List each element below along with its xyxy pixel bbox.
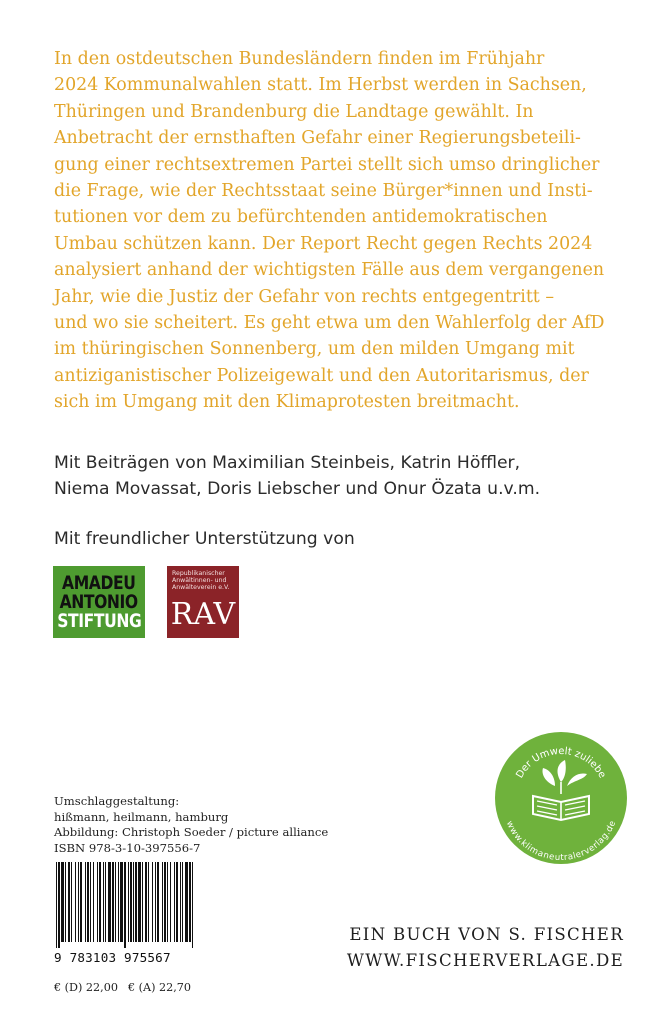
rav-logo <box>167 566 239 638</box>
logo-line: STIFTUNG <box>56 609 142 632</box>
blurb-line: Anbetracht der ernsthaften Gefahr einer Regierungsbeteili- <box>54 128 581 149</box>
barcode-bar <box>148 862 149 942</box>
blurb-line: sich im Umgang mit den Klimaprotesten breitmacht. <box>54 392 520 413</box>
barcode-bar <box>103 862 104 942</box>
barcode-bar <box>93 862 94 942</box>
image-credit: Abbildung: Christoph Soeder / picture alliance <box>54 825 329 840</box>
blurb-line: Thüringen und Brandenburg die Landtage gewählt. In <box>54 101 534 122</box>
barcode-bar <box>174 862 175 942</box>
barcode-bar <box>145 862 147 942</box>
blurb-line: die Frage, wie der Rechtsstaat seine Bürger*innen und Insti- <box>54 181 593 202</box>
barcode-bar <box>58 862 60 948</box>
contributors-line: Niema Movassat, Doris Liebscher und Onur Özata u.v.m. <box>54 479 541 499</box>
amadeu-antonio-stiftung-logo <box>53 566 145 638</box>
eco-badge-bottom-path: www.klimaneutralerverlag.de <box>504 819 618 863</box>
barcode-bar <box>105 862 106 942</box>
publisher-line: EIN BUCH VON S. FISCHER <box>349 925 624 944</box>
barcode-bar <box>128 862 129 942</box>
barcode-bar <box>99 862 101 942</box>
barcode-block <box>54 862 196 965</box>
publisher-url: WWW.FISCHERVERLAGE.DE <box>346 951 624 970</box>
barcode-bar <box>152 862 153 942</box>
barcode-bar <box>61 862 64 942</box>
prices <box>54 981 191 994</box>
barcode-bar <box>75 862 76 942</box>
credits <box>54 794 328 856</box>
barcode-bar <box>68 862 70 942</box>
blurb-line: 2024 Kommunalwahlen statt. Im Herbst werden in Sachsen, <box>54 75 587 96</box>
barcode-bar <box>120 862 123 942</box>
barcode-bar <box>112 862 114 942</box>
contributors <box>54 450 614 502</box>
barcode-bar <box>182 862 183 942</box>
blurb-line: Jahr, wie die Justiz der Gefahr von rechts entgegentritt – <box>54 286 555 307</box>
barcode-bar <box>170 862 171 942</box>
barcode-bar <box>87 862 89 942</box>
barcode-bar <box>164 862 166 942</box>
barcode-bar <box>78 862 79 942</box>
barcode-bar <box>97 862 98 942</box>
barcode-bar <box>157 862 159 942</box>
support-text: Mit freundlicher Unterstützung von <box>54 529 355 549</box>
eco-badge-top-path: Der Umwelt zuliebe <box>514 745 608 781</box>
barcode-bar <box>65 862 66 942</box>
publisher-block <box>347 922 624 974</box>
blurb-line: antiziganistischer Polizeigewalt und den Autoritarismus, der <box>54 365 589 386</box>
barcode-bar <box>133 862 134 942</box>
price-germany: € (D) 22,00 <box>54 981 118 994</box>
blurb-line: im thüringischen Sonnenberg, um den milden Umgang mit <box>54 339 575 360</box>
barcode-bar <box>118 862 119 942</box>
rav-subtitle-line: Anwälteverein e.V. <box>172 584 230 592</box>
barcode-bar <box>135 862 137 942</box>
barcode-bar <box>56 862 57 948</box>
barcode-bar <box>108 862 111 942</box>
barcode-bar <box>192 862 193 948</box>
barcode-icon <box>54 862 196 948</box>
blurb-line: tutionen vor dem zu befürchtenden antidemokratischen <box>54 207 548 228</box>
rav-subtitle-line: Anwältinnen- und <box>172 577 227 585</box>
barcode-bar <box>180 862 181 942</box>
blurb-text <box>54 46 644 416</box>
barcode-bar <box>90 862 91 942</box>
barcode-bar <box>176 862 178 942</box>
eco-badge <box>495 732 627 864</box>
blurb-line: und wo sie scheitert. Es geht etwa um den Wahlerfolg der AfD <box>54 313 605 334</box>
barcode-bar <box>185 862 188 942</box>
blurb-line: analysiert anhand der wichtigsten Fälle aus dem vergangenen <box>54 260 605 281</box>
rav-logo-subtitle <box>172 570 236 592</box>
barcode-bar <box>71 862 72 942</box>
barcode-bar <box>124 862 126 948</box>
barcode-bar <box>80 862 82 942</box>
barcode-bar <box>189 862 191 942</box>
price-austria: € (A) 22,70 <box>127 981 192 994</box>
cover-design-label: Umschlaggestaltung: <box>54 794 180 808</box>
barcode-bar <box>85 862 86 942</box>
blurb-line: gung einer rechtsextremen Partei stellt sich umso dringlicher <box>54 154 600 175</box>
rav-logo-mark: RAV <box>170 597 236 632</box>
blurb-line: Umbau schützen kann. Der Report Recht gegen Rechts 2024 <box>54 233 593 254</box>
barcode-bar <box>130 862 132 942</box>
barcode-bar <box>155 862 156 942</box>
barcode-bar <box>142 862 143 942</box>
rav-subtitle-line: Republikanischer <box>172 570 225 577</box>
isbn: ISBN 978-3-10-397556-7 <box>54 840 201 855</box>
barcode-bar <box>115 862 116 942</box>
logo-line: ANTONIO <box>59 590 139 613</box>
blurb-line: In den ostdeutschen Bundesländern finden im Frühjahr <box>54 49 545 69</box>
logo-line: AMADEU <box>62 571 136 594</box>
cover-design-value: hißmann, heilmann, hamburg <box>54 809 229 824</box>
barcode-number: 9 783103 975567 <box>54 950 171 965</box>
barcode-bar <box>138 862 141 942</box>
barcode-bar <box>162 862 163 942</box>
barcode-bar <box>167 862 168 942</box>
contributors-line: Mit Beiträgen von Maximilian Steinbeis, Katrin Höffler, <box>54 453 521 473</box>
